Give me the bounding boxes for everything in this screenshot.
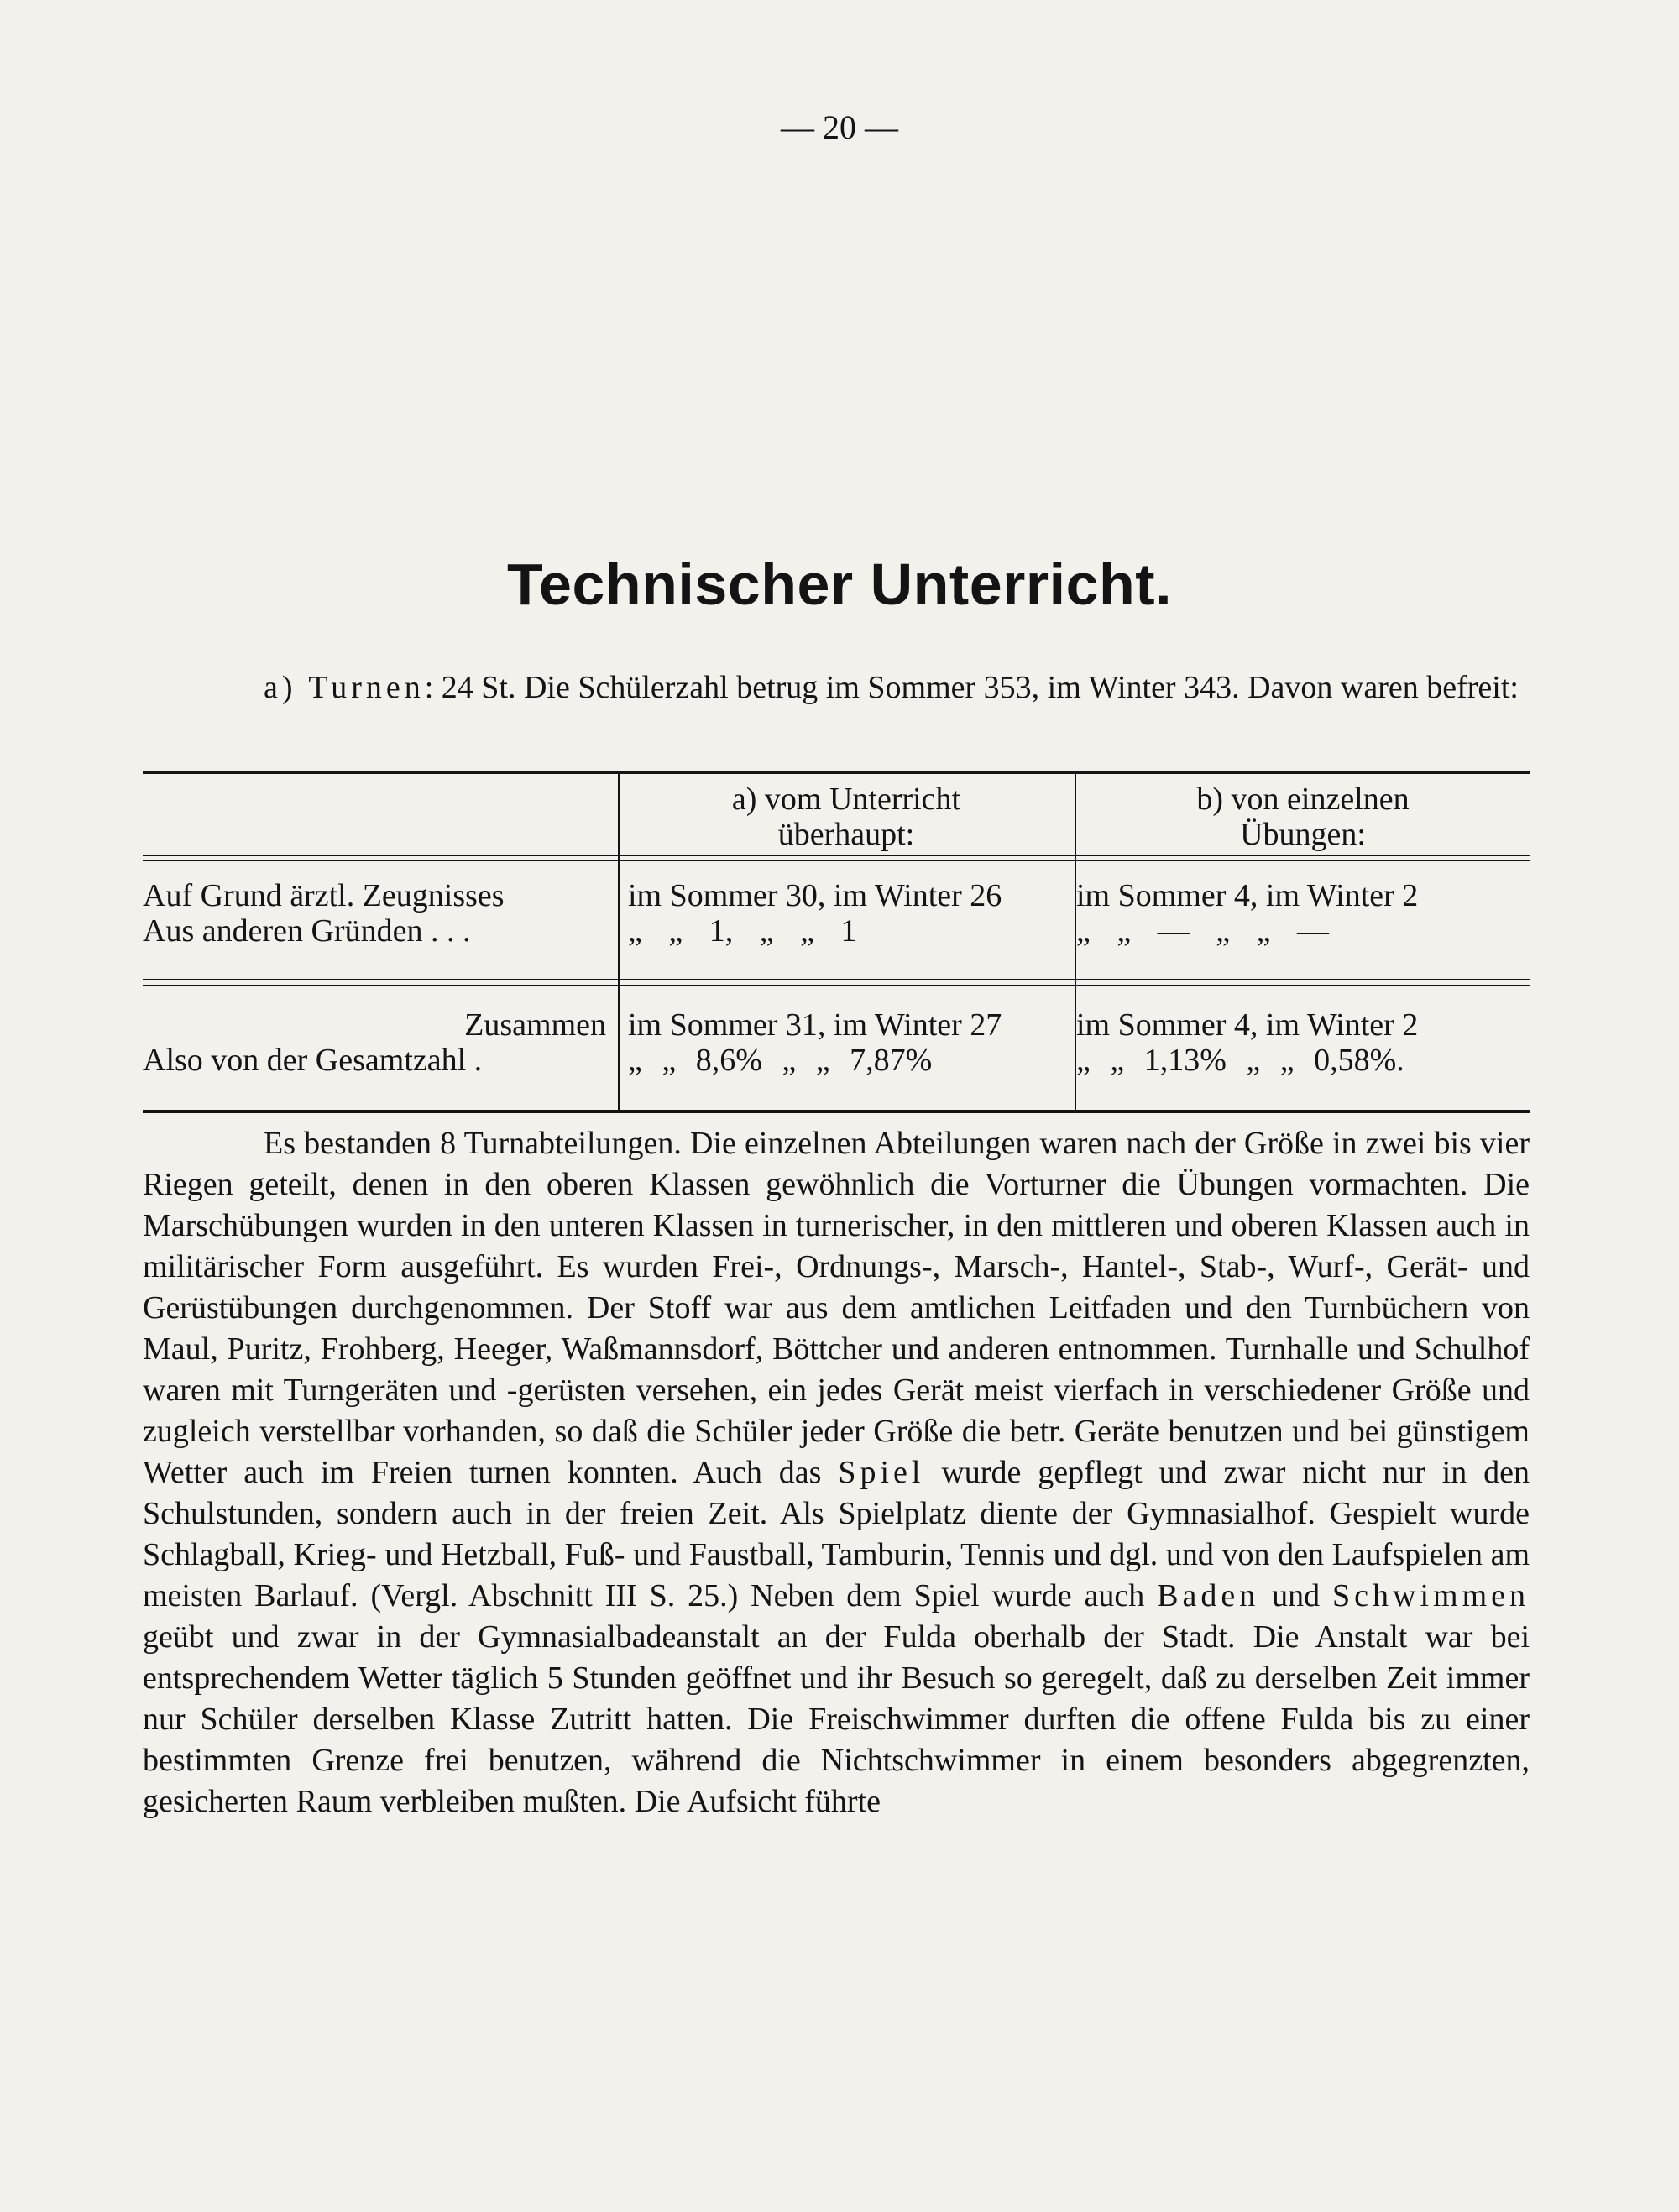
table-rule-bottom [143,1110,1530,1113]
table-row-label: Aus anderen Gründen . . . [143,913,471,949]
table-rule [143,855,1530,856]
total-row-label: Zusammen [464,1007,606,1043]
page-number: — 20 — [781,108,898,146]
body-text-part: wurde gepflegt und zwar nicht nur in den Schulstunden, sondern auch in der freien Zeit. Als Spielplatz diente der Gymnasialhof. Gespielt wurde Schlagball, Krieg- und Hetzball, Fuß- und Faustball, Tamburin, Tennis und dgl. und von den Laufspielen am meisten Barlauf. (Vergl. Abschnitt III S. 25.) Neben dem Spiel wurde auch [143,1455,1530,1613]
intro-label: a) Turnen [264,670,425,705]
table-rule [143,979,1530,980]
total-cell-b: im Sommer 4, im Winter 2 [1076,1007,1419,1043]
total-cell-a: „ „ 8,6% „ „ 7,87% [628,1043,933,1078]
section-title: Technischer Unterricht. [506,552,1173,617]
emphasis-baden: Baden [1157,1578,1260,1613]
total-row-label: Also von der Gesamtzahl . [143,1043,483,1078]
total-cell-b: „ „ 1,13% „ „ 0,58%. [1076,1043,1404,1078]
emphasis-schwimmen: Schwimmen [1332,1578,1530,1613]
total-cell-a: im Sommer 31, im Winter 27 [628,1007,1002,1043]
table-cell-a: im Sommer 30, im Winter 26 [628,878,1002,913]
exemption-table [143,771,1530,1116]
intro-text: : 24 St. Die Schülerzahl betrug im Sommer 353, im Winter 343. Davon waren befreit: [424,670,1519,705]
emphasis-spiel: Spiel [838,1455,925,1490]
table-rule [143,985,1530,986]
table-row-label: Auf Grund ärztl. Zeugnisses [143,878,505,913]
table-cell-b: „ „ — „ „ — [1076,913,1329,949]
header-b-line2: Übungen: [1240,817,1366,852]
body-text-part: Es bestanden 8 Turnabteilungen. Die einzelnen Abteilungen waren nach der Größe in zwei bis vier Riegen geteilt, denen in den oberen Klassen gewöhnlich die Vorturner die Übungen vormachten. Die Marschübungen wurden in den unteren Klassen in turnerischer, in den mittleren und oberen Klassen auch in militärischer Form ausgeführt. Es wurden Frei-, Ordnungs-, Marsch-, Hantel-, Stab-, Wurf-, Gerät- und Gerüstübungen durchgenommen. Der Stoff war aus dem amtlichen Leitfaden und den Turnbüchern von Maul, Puritz, Frohberg, Heeger, Waßmannsdorf, Böttcher und anderen entnommen. Turnhalle und Schulhof waren mit Turngeräten und -gerüsten versehen, ein jedes Gerät meist vierfach in verschiedener Größe und zugleich verstellbar vorhanden, so daß die Schüler jeder Größe die betr. Geräte benutzen und bei günstigem Wetter auch im Freien turnen konnten. Auch das [143,1126,1530,1490]
body-text-part: geübt und zwar in der Gymnasialbadeanstalt an der Fulda oberhalb der Stadt. Die Anstalt war bei entsprechendem Wetter täglich 5 Stunden geöffnet und ihr Besuch so geregelt, daß zu derselben Zeit immer nur Schüler derselben Klasse Zutritt hatten. Die Freischwimmer durften die offene Fulda bis zu einer bestimmten Grenze frei benutzen, während die Nichtschwimmer in einem besonders abgegrenzten, gesicherten Raum verbleiben mußten. Die Aufsicht führte [143,1619,1530,1819]
header-a-line2: überhaupt: [777,817,915,852]
table-cell-a: „ „ 1, „ „ 1 [628,913,857,949]
table-rule [143,860,1530,861]
table-cell-b: im Sommer 4, im Winter 2 [1076,878,1419,913]
header-a-line1: a) vom Unterricht [731,782,961,817]
table-rule-top [143,771,1530,774]
body-paragraph [143,1123,1530,1822]
intro-paragraph [143,670,1530,705]
header-b-line1: b) von einzelnen [1196,782,1410,817]
body-text-part: und [1272,1578,1321,1613]
